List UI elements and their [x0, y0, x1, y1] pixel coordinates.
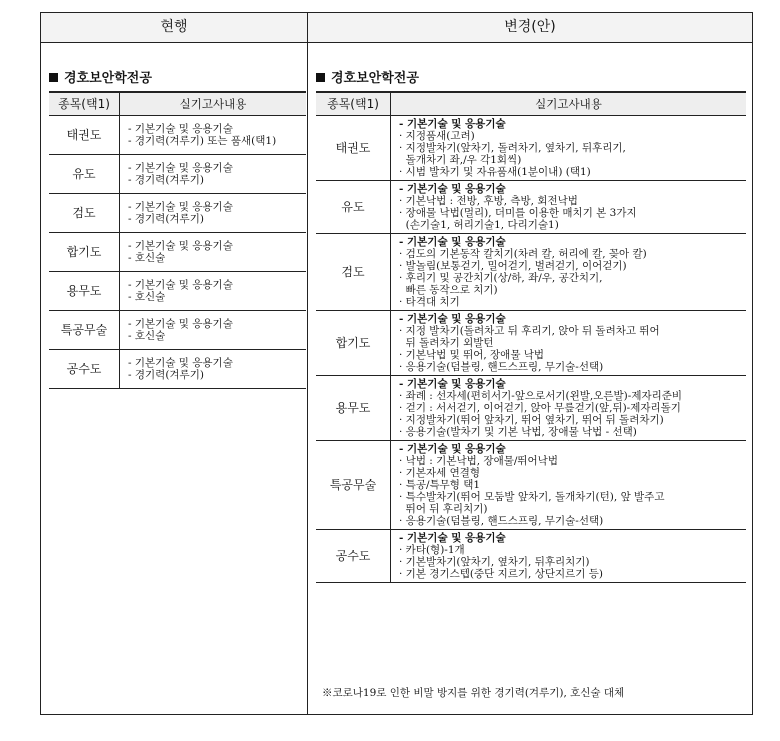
proposed-column-header: 변경(안): [308, 13, 752, 43]
event-name: 유도: [49, 155, 120, 194]
column-divider: [307, 13, 308, 714]
content-line: · 카타(형)-1개: [399, 544, 465, 556]
content-line: · 특공/특무형 택1: [399, 479, 481, 491]
table-row: [316, 116, 746, 181]
content-line: 뛰어 뒤 후리치기): [399, 503, 488, 515]
event-name: 태권도: [49, 116, 120, 155]
event-name: 유도: [316, 181, 391, 234]
content-line: · 시범 발차기 및 자유품새(1분이내) (택1): [399, 166, 591, 178]
content-column-header: 실기고사내용: [120, 92, 307, 116]
content-column-header: 실기고사내용: [391, 92, 747, 116]
content-line: · 발놀림(보통걷기, 밀어걷기, 벌려걷기, 이어걷기): [399, 260, 627, 272]
content-line: · 장애물 낙법(멀리), 더미를 이용한 매치기 본 3가지: [399, 207, 637, 219]
content-line: - 경기력(겨루기) 또는 품새(택1): [128, 135, 277, 147]
content-line: · 특수발차기(뛰어 모둠발 앞차기, 돌개차기(턴), 앞 발주고: [399, 491, 665, 503]
content-line: 뒤 돌려차기 외발턴: [399, 337, 494, 349]
content-line: (손기술1, 허리기술1, 다리기술1): [399, 219, 559, 231]
content-line: - 기본기술 및 응용기술: [399, 313, 506, 325]
table-header-row: [316, 92, 746, 116]
content-line: - 기본기술 및 응용기술: [128, 201, 233, 213]
table-row: [316, 441, 746, 530]
exam-content: [120, 194, 307, 233]
content-line: · 기본낙법 및 뛰어, 장애물 낙법: [399, 349, 545, 361]
content-line: - 기본기술 및 응용기술: [128, 357, 233, 369]
current-column-header: 현행: [41, 13, 307, 43]
content-line: · 후리기 및 공간치기(상/하, 좌/우, 공간치기,: [399, 272, 603, 284]
exam-content: [120, 233, 307, 272]
content-line: - 경기력(겨루기): [128, 369, 204, 381]
table-row: [316, 311, 746, 376]
exam-content: [120, 311, 307, 350]
content-line: · 기본낙법 : 전방, 후방, 측방, 회전낙법: [399, 195, 578, 207]
proposed-section-title-text: 경호보안학전공: [331, 71, 419, 86]
content-line: - 기본기술 및 응용기술: [399, 443, 506, 455]
table-row: [49, 272, 306, 311]
proposed-section-title: [316, 67, 419, 86]
event-name: 검도: [49, 194, 120, 233]
current-section-title-text: 경호보안학전공: [64, 71, 152, 86]
table-row: [49, 116, 306, 155]
content-line: - 기본기술 및 응용기술: [399, 378, 506, 390]
event-name: 용무도: [316, 376, 391, 441]
exam-content: [120, 116, 307, 155]
content-line: - 경기력(겨루기): [128, 174, 204, 186]
event-name: 검도: [316, 234, 391, 311]
table-row: [316, 376, 746, 441]
footnote: ※코로나19로 인한 비말 방지를 위한 경기력(겨루기), 호신술 대체: [322, 687, 625, 699]
content-line: · 타격대 치기: [399, 296, 460, 308]
content-line: · 지정품새(고려): [399, 130, 475, 142]
content-line: · 기본발차기(앞차기, 옆차기, 뒤후리치기): [399, 556, 590, 568]
table-row: [316, 530, 746, 583]
content-line: - 경기력(겨루기): [128, 213, 204, 225]
content-line: · 지정발차기(뛰어 앞차기, 뛰어 옆차기, 뛰어 뒤 돌려차기): [399, 414, 664, 426]
content-line: · 지정발차기(앞차기, 돌려차기, 옆차기, 뒤후리기,: [399, 142, 626, 154]
event-column-header: 종목(택1): [49, 92, 120, 116]
content-line: · 걷기 : 서서걷기, 이어걷기, 앉아 무릎걷기(앞,뒤)-제자리돌기: [399, 402, 681, 414]
content-line: 돌개차기 좌,/우 각1회씩): [399, 154, 522, 166]
content-line: - 기본기술 및 응용기술: [128, 240, 233, 252]
exam-content: [391, 441, 747, 530]
event-name: 공수도: [316, 530, 391, 583]
event-name: 합기도: [316, 311, 391, 376]
content-line: - 호신술: [128, 330, 166, 342]
table-row: [49, 155, 306, 194]
exam-content: [120, 272, 307, 311]
content-line: · 기본 경기스텝(중단 지르기, 상단지르기 등): [399, 568, 603, 580]
proposed-exam-table: [316, 91, 746, 583]
exam-content: [391, 234, 747, 311]
square-bullet-icon: [49, 73, 58, 82]
content-line: · 응용기술(덤블링, 핸드스프링, 무기술-선택): [399, 361, 604, 373]
event-name: 태권도: [316, 116, 391, 181]
event-column-header: 종목(택1): [316, 92, 391, 116]
content-line: - 기본기술 및 응용기술: [399, 532, 506, 544]
content-line: - 호신술: [128, 291, 166, 303]
exam-content: [120, 350, 307, 389]
table-row: [316, 234, 746, 311]
content-line: - 기본기술 및 응용기술: [399, 236, 506, 248]
table-header-row: [49, 92, 306, 116]
content-line: · 검도의 기본동작 칼치기(차려 칼, 허리에 칼, 꽂아 칼): [399, 248, 647, 260]
exam-content: [120, 155, 307, 194]
exam-content: [391, 376, 747, 441]
event-name: 용무도: [49, 272, 120, 311]
table-row: [49, 350, 306, 389]
table-row: [49, 311, 306, 350]
exam-content: [391, 116, 747, 181]
exam-content: [391, 311, 747, 376]
content-line: · 응용기술(발차기 및 기본 낙법, 장애물 낙법 - 선택): [399, 426, 637, 438]
current-section-title: [49, 67, 152, 86]
content-line: · 기본자세 연결형: [399, 467, 481, 479]
table-row: [49, 194, 306, 233]
event-name: 공수도: [49, 350, 120, 389]
event-name: 특공무술: [316, 441, 391, 530]
comparison-frame: [40, 12, 753, 715]
table-row: [316, 181, 746, 234]
content-line: - 호신술: [128, 252, 166, 264]
content-line: - 기본기술 및 응용기술: [128, 123, 233, 135]
content-line: - 기본기술 및 응용기술: [399, 118, 506, 130]
content-line: - 기본기술 및 응용기술: [128, 162, 233, 174]
content-line: · 지정 발차기(돌려차고 뒤 후리기, 앉아 뒤 돌려차고 뛰어: [399, 325, 660, 337]
exam-content: [391, 530, 747, 583]
square-bullet-icon: [316, 73, 325, 82]
current-exam-table: [49, 91, 306, 389]
event-name: 특공무술: [49, 311, 120, 350]
content-line: - 기본기술 및 응용기술: [128, 279, 233, 291]
content-line: · 좌례 : 선자세(편히서기-앞으로서기(왼발,오른발)-제자리준비: [399, 390, 683, 402]
event-name: 합기도: [49, 233, 120, 272]
exam-content: [391, 181, 747, 234]
content-line: - 기본기술 및 응용기술: [399, 183, 506, 195]
content-line: · 응용기술(덤블링, 핸드스프링, 무기술-선택): [399, 515, 604, 527]
content-line: · 낙법 : 기본낙법, 장애물/뛰어낙법: [399, 455, 558, 467]
content-line: 빠른 동작으로 치기): [399, 284, 498, 296]
table-row: [49, 233, 306, 272]
content-line: - 기본기술 및 응용기술: [128, 318, 233, 330]
